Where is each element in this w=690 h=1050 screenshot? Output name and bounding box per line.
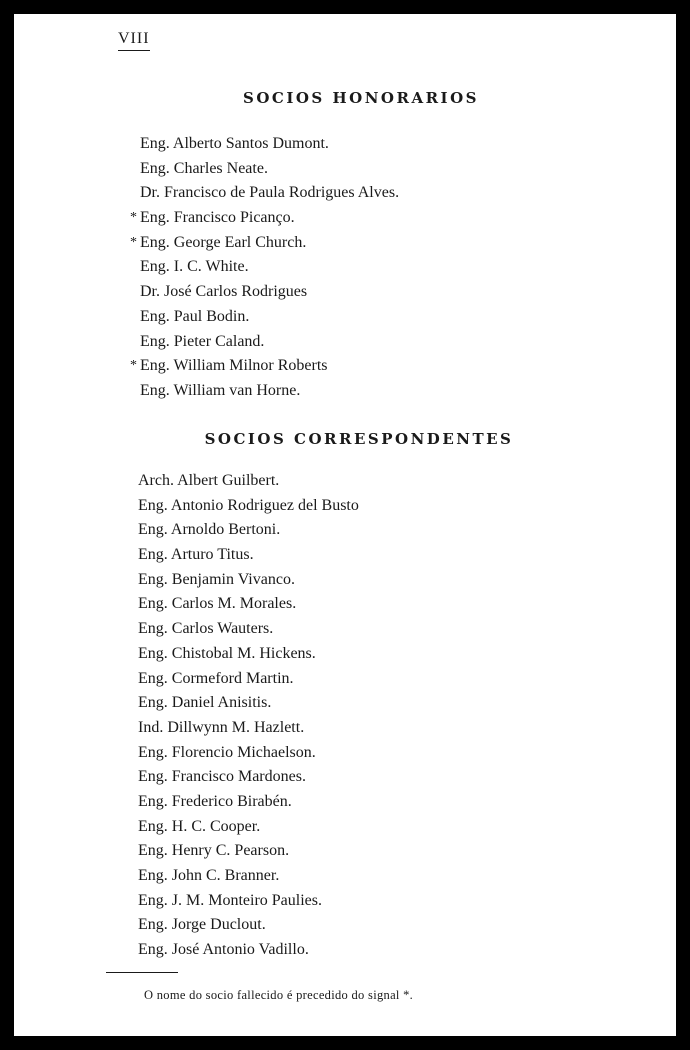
honorary-members-list	[130, 132, 400, 404]
member-name: Eng. Francisco Mardones.	[138, 768, 306, 786]
member-name: Dr. José Carlos Rodrigues	[140, 283, 308, 301]
member-name: Eng. Pieter Caland.	[140, 332, 265, 350]
member-entry	[138, 815, 359, 840]
member-entry	[138, 543, 359, 568]
member-name: Eng. John C. Branner.	[138, 867, 280, 884]
member-entry	[138, 765, 359, 790]
member-name: Eng. Carlos M. Morales.	[138, 595, 297, 613]
member-entry	[130, 354, 399, 379]
member-name: Eng. J. M. Monteiro Paulies.	[138, 891, 322, 909]
member-name: Eng. Antonio Rodriguez del Busto	[138, 496, 359, 514]
member-name: Eng. I. C. White.	[140, 258, 249, 276]
member-entry	[140, 157, 399, 182]
member-entry	[138, 839, 359, 864]
section-title-correspondentes: SOCIOS CORRESPONDENTES	[204, 430, 514, 448]
corresponding-members-list	[138, 469, 359, 963]
member-name: Eng. Charles Neate.	[140, 159, 268, 177]
member-entry	[138, 913, 359, 938]
member-entry	[130, 231, 399, 256]
member-entry	[140, 330, 399, 355]
page-number: VIII	[118, 30, 150, 51]
member-entry	[140, 379, 399, 404]
member-entry	[140, 181, 399, 206]
member-entry	[138, 716, 359, 741]
member-name: Eng. George Earl Church.	[140, 233, 307, 251]
member-name: Eng. Arturo Titus.	[138, 546, 254, 564]
member-name: Eng. Frederico Birabén.	[138, 792, 292, 810]
deceased-marker: *	[130, 234, 137, 250]
member-entry	[140, 280, 399, 305]
member-name: Eng. Henry C. Pearson.	[138, 842, 290, 860]
member-entry	[138, 592, 359, 617]
member-name: Dr. Francisco de Paula Rodrigues Alves.	[140, 184, 400, 202]
member-name: Eng. Carlos Wauters.	[138, 620, 274, 638]
footnote-rule	[106, 972, 178, 973]
member-entry	[130, 206, 399, 231]
document-page	[14, 14, 676, 1036]
member-entry	[138, 741, 359, 766]
member-entry	[138, 938, 359, 963]
member-entry	[138, 617, 359, 642]
member-entry	[138, 494, 359, 519]
member-entry	[138, 667, 359, 692]
member-name: Eng. H. C. Cooper.	[138, 817, 261, 835]
section-title-honorarios: SOCIOS HONORARIOS	[243, 89, 479, 107]
member-name: Eng. Chistobal M. Hickens.	[138, 644, 316, 662]
member-name: Eng. Daniel Anisitis.	[138, 694, 272, 712]
member-entry	[138, 642, 359, 667]
member-entry	[140, 132, 399, 157]
member-name: Eng. Francisco Picanço.	[140, 209, 295, 227]
footnote: O nome do socio fallecido é precedido do signal *.	[144, 988, 414, 1002]
member-entry	[138, 864, 359, 889]
member-name: Eng. José Antonio Vadillo.	[138, 941, 309, 959]
member-name: Arch. Albert Guilbert.	[138, 472, 280, 489]
member-entry	[140, 305, 399, 330]
member-name: Eng. Jorge Duclout.	[138, 916, 266, 934]
member-entry	[140, 255, 399, 280]
member-entry	[138, 518, 359, 543]
member-name: Eng. Florencio Michaelson.	[138, 743, 316, 761]
deceased-marker: *	[130, 358, 137, 374]
member-name: Eng. William van Horne.	[140, 381, 301, 399]
member-name: Eng. William Milnor Roberts	[140, 357, 328, 375]
member-entry	[138, 568, 359, 593]
member-entry	[138, 469, 359, 494]
member-name: Eng. Paul Bodin.	[140, 307, 250, 325]
member-entry	[138, 889, 359, 914]
member-name: Eng. Arnoldo Bertoni.	[138, 521, 281, 539]
member-entry	[138, 790, 359, 815]
member-name: Ind. Dillwynn M. Hazlett.	[138, 718, 305, 736]
member-entry	[138, 691, 359, 716]
member-name: Eng. Benjamin Vivanco.	[138, 570, 295, 588]
member-name: Eng. Cormeford Martin.	[138, 669, 294, 687]
deceased-marker: *	[130, 210, 137, 226]
member-name: Eng. Alberto Santos Dumont.	[140, 135, 329, 152]
